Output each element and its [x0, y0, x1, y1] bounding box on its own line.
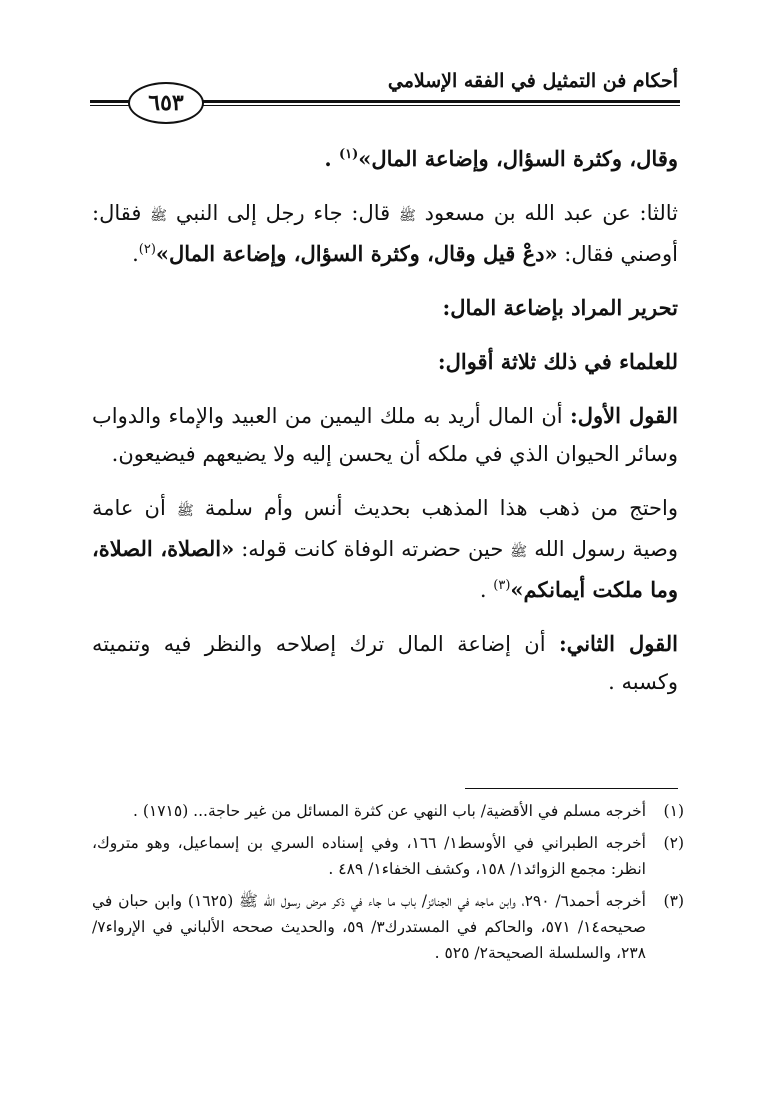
hadith-quote-1: «دعْ قيل وقال، وكثرة السؤال، وإضاعة المال»	[155, 241, 558, 266]
honorific-glyph: ﷺ	[150, 208, 168, 224]
section-heading: تحرير المراد بإضاعة المال:	[442, 295, 678, 320]
honorific-glyph: ﷺ	[510, 544, 528, 560]
first-opinion-label: القول الأول:	[570, 403, 678, 428]
footnote-separator	[465, 788, 678, 789]
page-number: ٦٥٣	[128, 82, 204, 124]
paragraph-6-text-c: حين حضرته الوفاة كانت قوله:	[234, 537, 511, 561]
footnote-number: (٣)	[663, 892, 684, 910]
header-rule	[200, 100, 680, 106]
paragraph-2	[92, 194, 678, 273]
footnote-ref-2: (٢)	[138, 242, 156, 257]
footnote-number: (٢)	[663, 834, 684, 852]
header-left-rule	[90, 100, 130, 106]
running-header-title: أحكام فن التمثيل في الفقه الإسلامي	[387, 70, 678, 92]
footnote-text: أخرجه الطبراني في الأوسط١/ ١٦٦، وفي إسناده السري بن إسماعيل، وهو متروك، انظر: مجمع الزوائد١/ ١٥٨، وكشف الخفاء١/ ٤٨٩ .	[92, 834, 646, 878]
footnote-ref-1: (١)	[338, 147, 359, 162]
paragraph-6-text-a: واحتج من ذهب هذا المذهب بحديث أنس وأم سلمة	[193, 496, 679, 520]
hadith-quote-2: «الصلاة، الصلاة، وما ملكت أيمانكم»	[92, 536, 678, 602]
paragraph-1-text: وقال، وكثرة السؤال، وإضاعة المال»	[358, 146, 678, 171]
paragraph-evidence	[92, 489, 678, 609]
first-opinion-text: أن المال أريد به ملك اليمين من العبيد والإماء والدواب وسائر الحيوان الذي في ملكه أن يحسن إليه ولا يضيعهم فيضيعون.	[92, 404, 678, 466]
paragraph-1-tail: .	[324, 146, 339, 171]
paragraph-2-text-a: ثالثا: عن عبد الله بن مسعود	[415, 201, 679, 225]
honorific-glyph: ﷺ	[398, 208, 416, 224]
paragraph-2-tail: .	[132, 242, 139, 266]
paragraph-first-opinion	[92, 397, 678, 473]
paragraph-2-text-c: فقال: أوصني فقال:	[92, 201, 678, 266]
footnote-text: أخرجه أحمد٦/ ٢٩٠، وابن ماجه في الجنائز/ باب ما جاء في ذكر مرض رسول الله ﷺ (١٦٢٥) وابن حبان في صحيحه١٤/ ٥٧١، والحاكم في المستدرك٣/ ٥٩، والحديث صححه الألباني في الإرواء٧/ ٢٣٨، والسلسلة الصحيحة٢/ ٥٢٥ .	[92, 892, 646, 962]
second-opinion-label: القول الثاني:	[558, 631, 679, 656]
paragraph-second-opinion	[92, 625, 678, 701]
paragraph-6-tail: .	[479, 578, 494, 602]
paragraph-1	[92, 140, 678, 178]
footnote-3	[92, 888, 684, 966]
footnote-number: (١)	[663, 802, 684, 820]
honorific-glyph: ﷺ	[176, 503, 194, 519]
second-opinion-text: أن إضاعة المال ترك إصلاحه والنظر فيه وتنميته وكسبه .	[92, 632, 678, 694]
footnote-text: أخرجه مسلم في الأقضية/ باب النهي عن كثرة المسائل من غير حاجة... (١٧١٥) .	[132, 802, 646, 820]
footnote-ref-3: (٣)	[493, 578, 511, 593]
subsection-heading: للعلماء في ذلك ثلاثة أقوال:	[437, 349, 678, 374]
footnotes	[92, 798, 684, 972]
footnote-2	[92, 830, 684, 882]
paragraph-2-text-b: قال: جاء رجل إلى النبي	[167, 201, 399, 225]
main-text	[92, 140, 678, 717]
paragraph-6-text-b: أن عامة وصية رسول الله	[92, 496, 678, 561]
footnote-1	[92, 798, 684, 824]
